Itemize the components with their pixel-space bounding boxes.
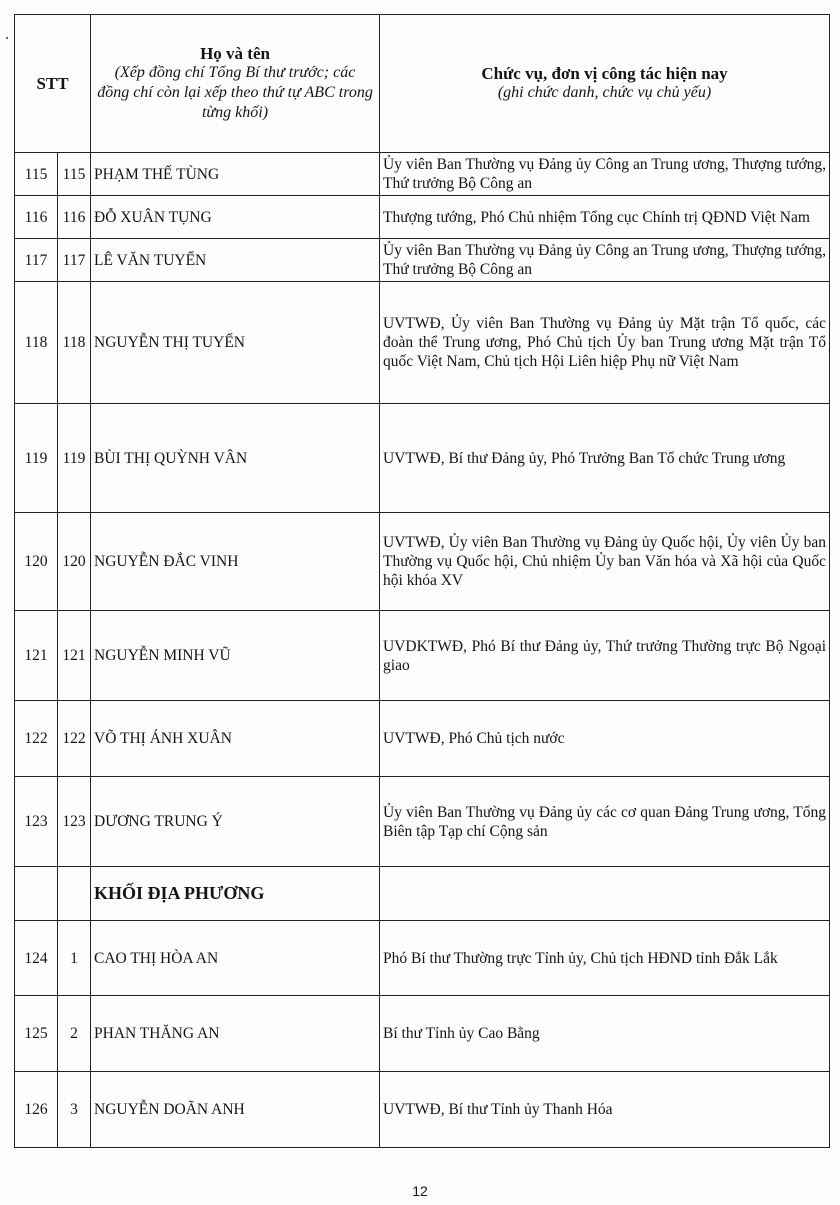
row-sub-stt: 1 — [58, 921, 91, 996]
table-row — [15, 996, 830, 1072]
header-position-title: Chức vụ, đơn vị công tác hiện nay — [481, 64, 728, 83]
row-name: NGUYỄN MINH VŨ — [91, 611, 380, 701]
candidate-table — [14, 14, 830, 1148]
row-stt: 120 — [15, 513, 58, 611]
row-stt: 122 — [15, 701, 58, 777]
row-sub-stt: 115 — [58, 153, 91, 196]
row-position: Bí thư Tỉnh ủy Cao Bằng — [380, 996, 830, 1072]
row-stt: 115 — [15, 153, 58, 196]
scan-speck — [6, 37, 8, 39]
section-empty-cell — [58, 867, 91, 921]
row-name: CAO THỊ HÒA AN — [91, 921, 380, 996]
row-name: ĐỖ XUÂN TỤNG — [91, 196, 380, 239]
row-name: VÕ THỊ ÁNH XUÂN — [91, 701, 380, 777]
row-stt: 118 — [15, 282, 58, 404]
row-stt: 124 — [15, 921, 58, 996]
row-stt: 123 — [15, 777, 58, 867]
row-sub-stt: 118 — [58, 282, 91, 404]
row-position: UVTWĐ, Bí thư Đảng ủy, Phó Trưởng Ban Tổ chức Trung ương — [380, 404, 830, 513]
row-sub-stt: 120 — [58, 513, 91, 611]
row-position: UVTWĐ, Ủy viên Ban Thường vụ Đảng ủy Quốc hội, Ủy viên Ủy ban Thường vụ Quốc hội, Chủ nhiệm Ủy ban Văn hóa và Xã hội của Quốc hội khóa XV — [380, 513, 830, 611]
row-position: UVTWĐ, Bí thư Tỉnh ủy Thanh Hóa — [380, 1072, 830, 1148]
table-row — [15, 1072, 830, 1148]
table-row — [15, 513, 830, 611]
row-position: Thượng tướng, Phó Chủ nhiệm Tổng cục Chính trị QĐND Việt Nam — [380, 196, 830, 239]
row-name: NGUYỄN THỊ TUYẾN — [91, 282, 380, 404]
row-position: UVTWĐ, Phó Chủ tịch nước — [380, 701, 830, 777]
row-position: UVDKTWĐ, Phó Bí thư Đảng ủy, Thứ trưởng Thường trực Bộ Ngoại giao — [380, 611, 830, 701]
row-sub-stt: 2 — [58, 996, 91, 1072]
row-stt: 116 — [15, 196, 58, 239]
row-sub-stt: 3 — [58, 1072, 91, 1148]
row-stt: 125 — [15, 996, 58, 1072]
header-stt: STT — [15, 15, 91, 153]
row-stt: 126 — [15, 1072, 58, 1148]
row-sub-stt: 119 — [58, 404, 91, 513]
table-row — [15, 611, 830, 701]
row-stt: 121 — [15, 611, 58, 701]
row-name: DƯƠNG TRUNG Ý — [91, 777, 380, 867]
table-header — [15, 15, 830, 153]
row-name: LÊ VĂN TUYẾN — [91, 239, 380, 282]
section-title: KHỐI ĐỊA PHƯƠNG — [91, 867, 380, 921]
table-row — [15, 153, 830, 196]
header-name-title: Họ và tên — [200, 44, 270, 63]
row-position: Ủy viên Ban Thường vụ Đảng ủy các cơ quan Đảng Trung ương, Tổng Biên tập Tạp chí Cộng sản — [380, 777, 830, 867]
row-sub-stt: 117 — [58, 239, 91, 282]
row-name: NGUYỄN DOÃN ANH — [91, 1072, 380, 1148]
row-position: Ủy viên Ban Thường vụ Đảng ủy Công an Trung ương, Thượng tướng, Thứ trưởng Bộ Công an — [380, 239, 830, 282]
page-number: 12 — [412, 1183, 428, 1199]
row-sub-stt: 121 — [58, 611, 91, 701]
table-row — [15, 282, 830, 404]
header-name-note: (Xếp đồng chí Tổng Bí thư trước; các đồng chí còn lại xếp theo thứ tự ABC trong từng khối) — [97, 64, 373, 121]
row-name: NGUYỄN ĐẮC VINH — [91, 513, 380, 611]
table-row — [15, 701, 830, 777]
section-row — [15, 867, 830, 921]
row-name: PHAN THĂNG AN — [91, 996, 380, 1072]
row-stt: 117 — [15, 239, 58, 282]
row-name: PHẠM THẾ TÙNG — [91, 153, 380, 196]
section-empty-cell — [15, 867, 58, 921]
row-position: Phó Bí thư Thường trực Tỉnh ủy, Chủ tịch HĐND tỉnh Đắk Lắk — [380, 921, 830, 996]
header-position — [380, 15, 830, 153]
row-position: UVTWĐ, Ủy viên Ban Thường vụ Đảng ủy Mặt trận Tổ quốc, các đoàn thể Trung ương, Phó Chủ tịch Ủy ban Trung ương Mặt trận Tổ quốc Việt Nam, Chủ tịch Hội Liên hiệp Phụ nữ Việt Nam — [380, 282, 830, 404]
table-row — [15, 239, 830, 282]
row-name: BÙI THỊ QUỲNH VÂN — [91, 404, 380, 513]
row-sub-stt: 122 — [58, 701, 91, 777]
table-row — [15, 404, 830, 513]
row-sub-stt: 116 — [58, 196, 91, 239]
header-position-note: (ghi chức danh, chức vụ chủ yếu) — [497, 84, 712, 101]
table-row — [15, 777, 830, 867]
row-position: Ủy viên Ban Thường vụ Đảng ủy Công an Trung ương, Thượng tướng, Thứ trưởng Bộ Công an — [380, 153, 830, 196]
table-row — [15, 921, 830, 996]
row-sub-stt: 123 — [58, 777, 91, 867]
section-empty-cell — [380, 867, 830, 921]
header-name — [91, 15, 380, 153]
table-row — [15, 196, 830, 239]
row-stt: 119 — [15, 404, 58, 513]
